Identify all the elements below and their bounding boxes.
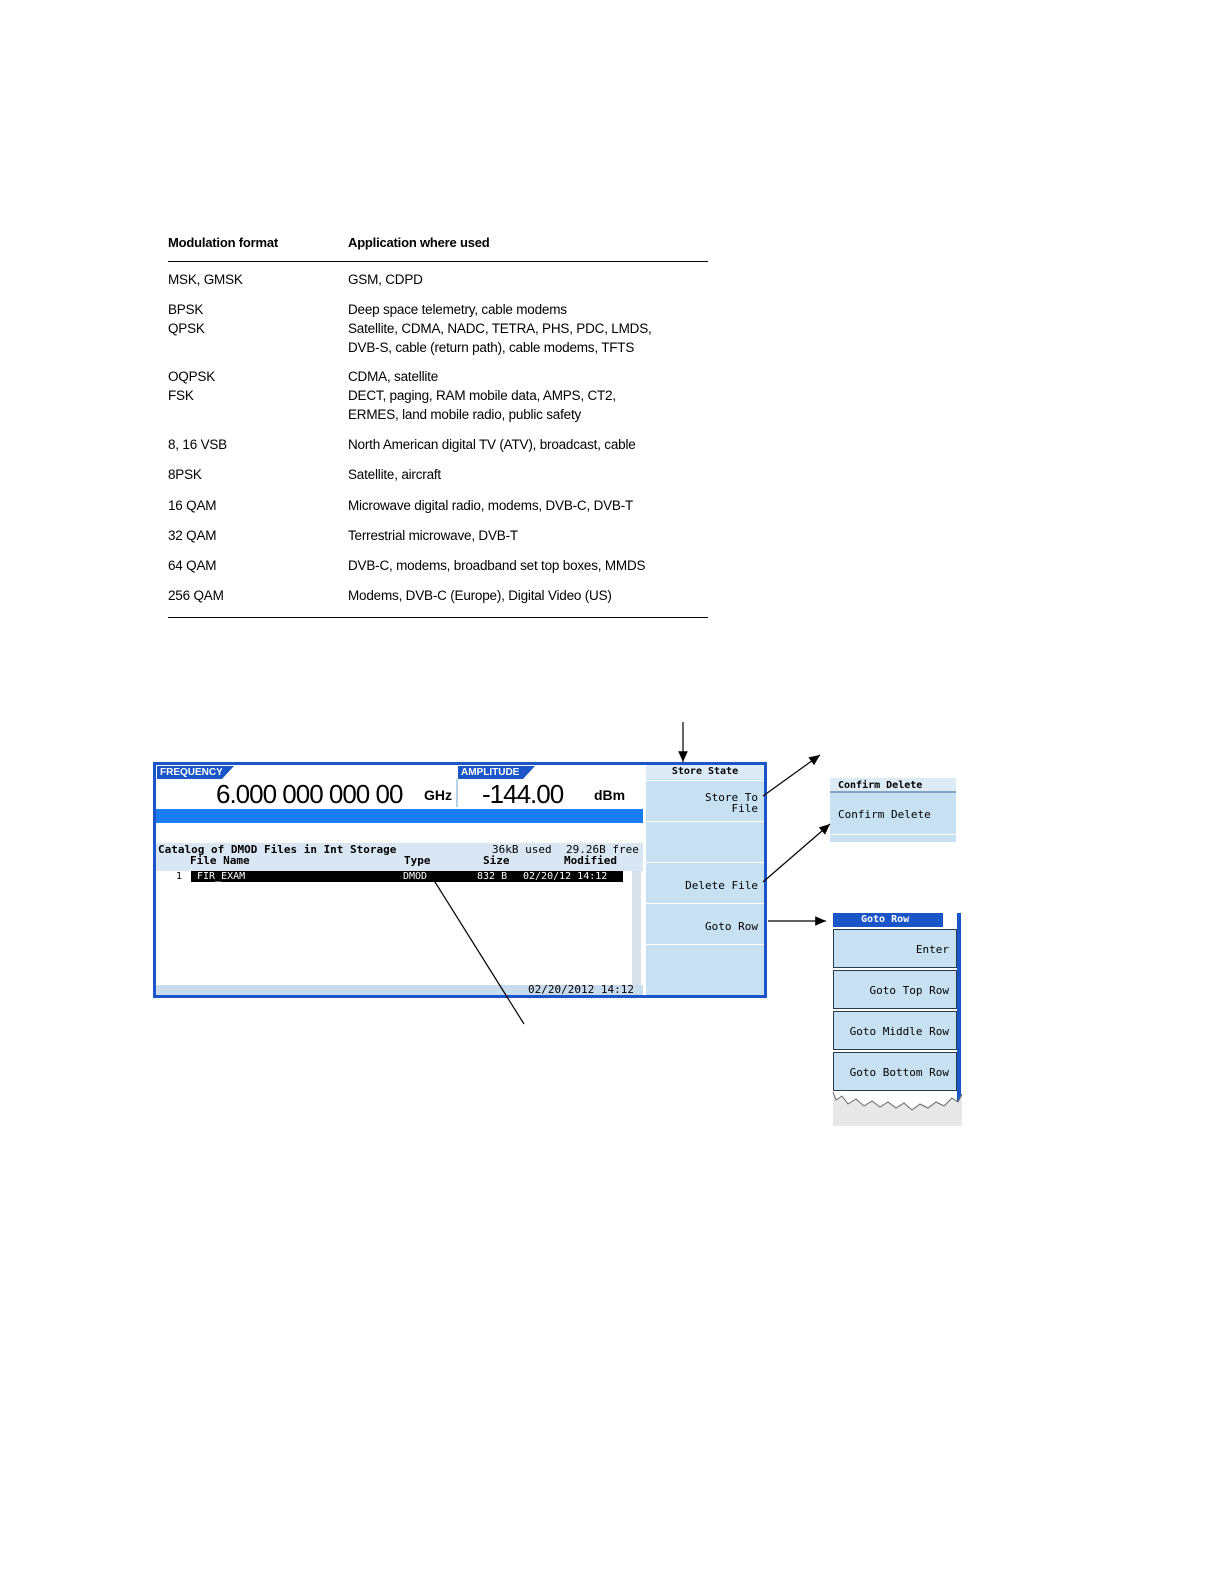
goto-menu-title: Goto Row <box>833 913 943 927</box>
arrow-from-store-to-file <box>763 755 820 796</box>
leader-line-file-row <box>430 874 524 1024</box>
column-file-name[interactable]: File Name <box>190 854 250 867</box>
softkey-menu-title: Store State <box>646 765 764 779</box>
goto-middle-row-label: Goto Middle Row <box>849 1025 949 1038</box>
arrow-to-confirm-delete <box>763 824 830 882</box>
column-type[interactable]: Type <box>404 854 431 867</box>
application-cell: North American digital TV (ATV), broadcast, cable <box>348 437 636 452</box>
row-index: 1 <box>176 871 183 882</box>
application-cell: Deep space telemetry, cable modems <box>348 302 567 317</box>
file-name-cell: FIR_EXAM <box>197 871 246 882</box>
format-cell: 16 QAM <box>168 498 217 513</box>
application-cell: GSM, CDPD <box>348 272 423 287</box>
format-cell: FSK <box>168 388 194 403</box>
confirm-delete-button[interactable]: Confirm Delete <box>838 808 931 821</box>
application-cell: DVB-C, modems, broadband set top boxes, MMDS <box>348 558 646 573</box>
column-modified[interactable]: Modified <box>564 854 617 867</box>
catalog-title: Catalog of DMOD Files in Int Storage <box>158 843 397 856</box>
format-cell: 32 QAM <box>168 528 217 543</box>
header-application: Application where used <box>348 235 490 250</box>
goto-top-row-label: Goto Top Row <box>869 984 949 997</box>
storage-used: 36kB used <box>492 843 552 856</box>
format-cell: 8PSK <box>168 467 202 482</box>
goto-row-label: Goto Row <box>705 920 758 933</box>
enter-label: Enter <box>915 943 949 956</box>
frequency-label: FREQUENCY <box>157 766 222 779</box>
file-size-cell: 832 B <box>477 871 508 882</box>
application-cell: Terrestrial microwave, DVB-T <box>348 528 518 543</box>
delete-file-label: Delete File <box>685 879 758 892</box>
storage-free: 29.26B free <box>566 843 639 856</box>
format-cell: QPSK <box>168 321 205 336</box>
format-cell: BPSK <box>168 302 204 317</box>
confirm-menu-title: Confirm Delete <box>830 778 956 793</box>
format-cell: OQPSK <box>168 369 216 384</box>
file-modified-cell: 02/20/12 14:12 <box>523 871 608 882</box>
application-cell: Microwave digital radio, modems, DVB-C, DVB-T <box>348 498 634 513</box>
header-modulation-format: Modulation format <box>168 235 278 250</box>
format-cell: 256 QAM <box>168 588 224 603</box>
format-cell: 8, 16 VSB <box>168 437 227 452</box>
status-datetime: 02/20/2012 14:12 <box>528 983 634 996</box>
file-type-cell: DMOD <box>403 871 428 882</box>
application-cell: Satellite, aircraft <box>348 467 441 482</box>
store-to-file-label-line1: Store To <box>705 791 758 804</box>
format-cell: 64 QAM <box>168 558 217 573</box>
application-cell: Modems, DVB-C (Europe), Digital Video (US) <box>348 588 612 603</box>
application-cell: Satellite, CDMA, NADC, TETRA, PHS, PDC, LMDS, <box>348 321 652 336</box>
amplitude-value[interactable]: -144.00 <box>482 779 564 809</box>
amplitude-label: AMPLITUDE <box>458 766 523 779</box>
application-cell: CDMA, satellite <box>348 369 439 384</box>
store-to-file-label-line2: File <box>731 802 758 815</box>
torn-edge <box>833 1092 962 1126</box>
application-cell: DVB-S, cable (return path), cable modems, TFTS <box>348 340 635 355</box>
format-cell: MSK, GMSK <box>168 272 243 287</box>
frequency-value[interactable]: 6.000 000 000 00 <box>216 779 403 809</box>
amplitude-unit: dBm <box>594 787 626 803</box>
application-cell: ERMES, land mobile radio, public safety <box>348 407 582 422</box>
goto-bottom-row-label: Goto Bottom Row <box>849 1066 949 1079</box>
application-cell: DECT, paging, RAM mobile data, AMPS, CT2, <box>348 388 616 403</box>
column-size[interactable]: Size <box>483 854 510 867</box>
frequency-unit: GHz <box>424 787 452 803</box>
